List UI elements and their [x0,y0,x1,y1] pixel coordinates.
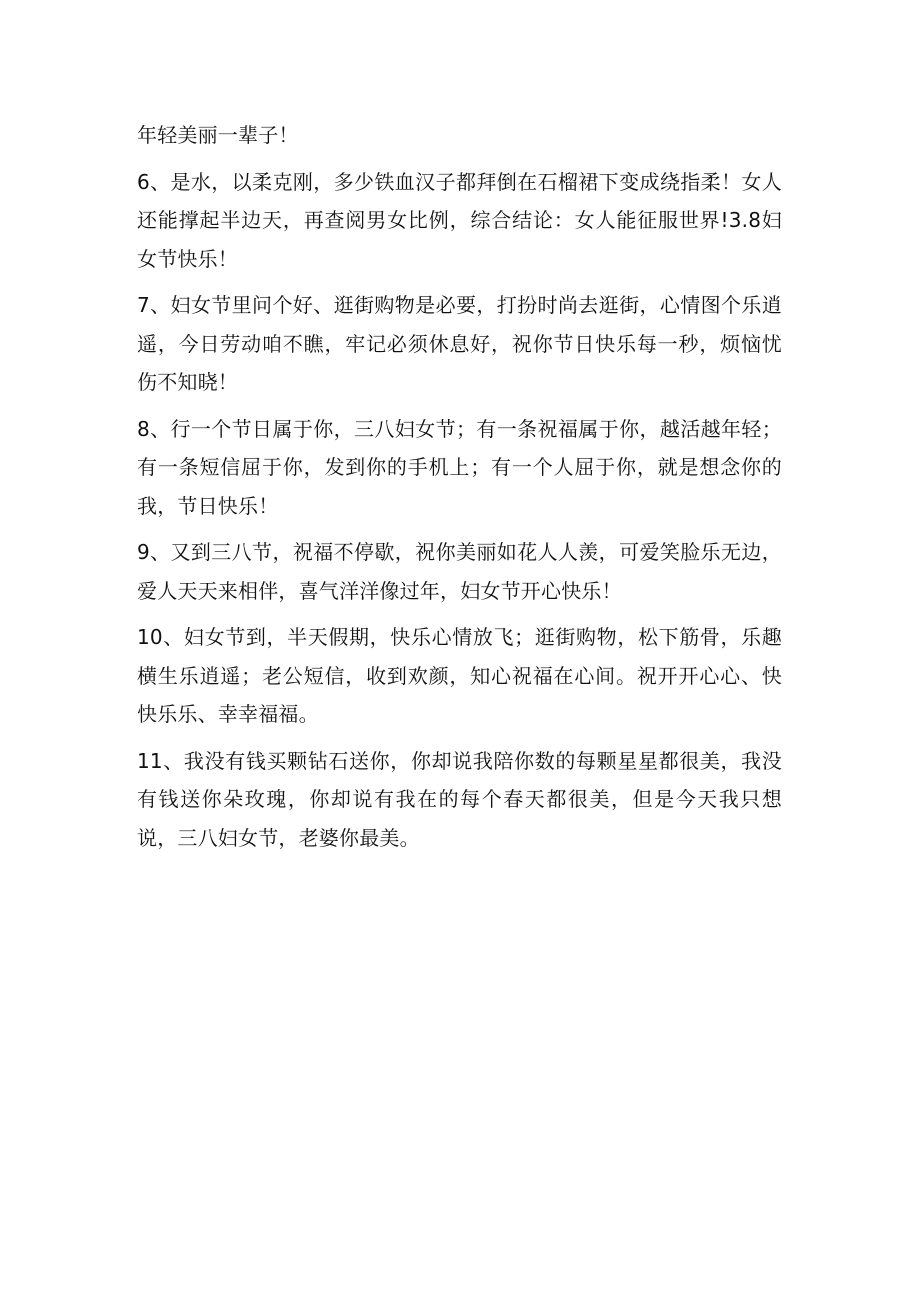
paragraph-continuation: 年轻美丽一辈子！ [137,123,299,147]
paragraph-item-8: 8、行一个节日属于你，三八妇女节；有一条祝福属于你，越活越年轻；有一条短信屈于你，发到你的手机上；有一个人屈于你，就是想念你的我，节日快乐！ [137,416,782,518]
document-body [137,116,782,865]
paragraph-item-7: 7、妇女节里问个好、逛街购物是必要，打扮时尚去逛街，心情图个乐逍遥，今日劳动咱不瞧，牢记必须休息好，祝你节日快乐每一秒，烦恼忧伤不知晓！ [137,293,782,394]
paragraph-item-10: 10、妇女节到，半天假期，快乐心情放飞；逛街购物，松下筋骨，乐趣横生乐逍遥；老公短信，收到欢颜，知心祝福在心间。祝开开心心、快快乐乐、幸幸福福。 [137,625,782,726]
paragraph-item-11: 11、我没有钱买颗钻石送你，你却说我陪你数的每颗星星都很美，我没有钱送你朵玫瑰，你却说有我在的每个春天都很美，但是今天我只想说，三八妇女节，老婆你最美。 [137,748,782,850]
paragraph-item-9: 9、又到三八节，祝福不停歇，祝你美丽如花人人羡，可爱笑脸乐无边，爱人天天来相伴，喜气洋洋像过年，妇女节开心快乐！ [137,540,782,603]
paragraph-item-6: 6、是水，以柔克刚，多少铁血汉子都拜倒在石榴裙下变成绕指柔！女人还能撑起半边天，再查阅男女比例，综合结论：女人能征服世界!3.8妇女节快乐！ [137,169,782,271]
